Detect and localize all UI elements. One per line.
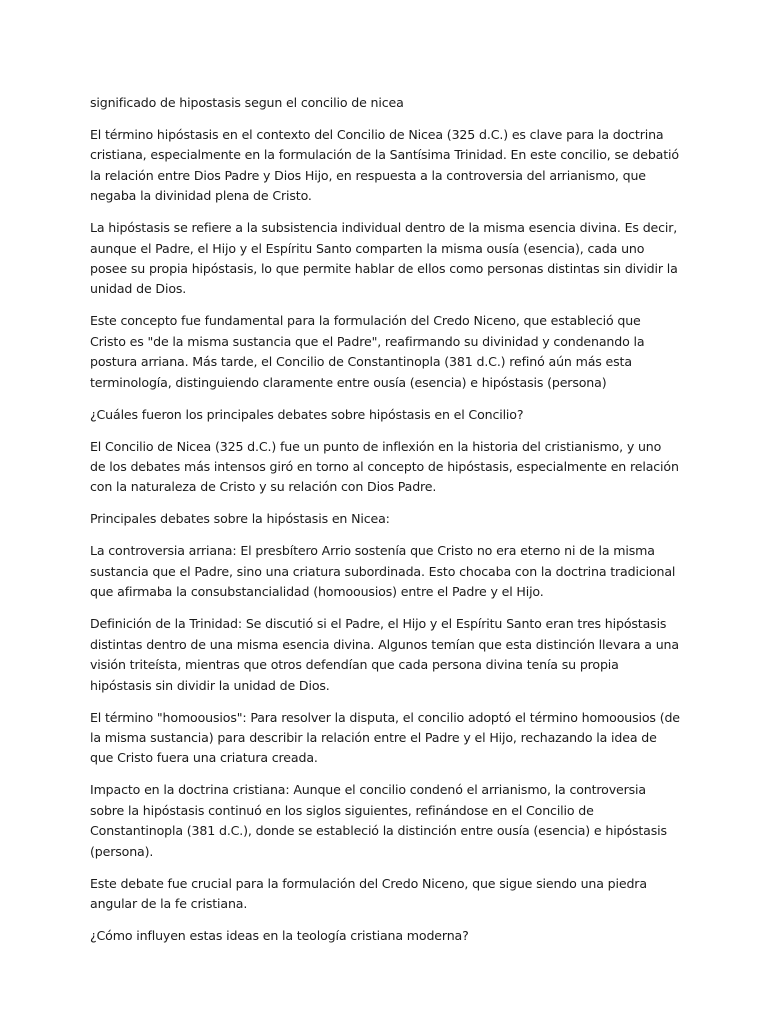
document-body	[90, 93, 680, 958]
heading-principales-debates: Principales debates sobre la hipóstasis en Nicea:	[90, 511, 390, 527]
question-debates: ¿Cuáles fueron los principales debates sobre hipóstasis en el Concilio?	[90, 406, 524, 422]
paragraph-controversia-arriana: La controversia arriana: El presbítero Arrio sostenía que Cristo no era eterno ni de la misma sustancia que el Padre, sino una criatura subordinada. Esto chocaba con la doctrina tradicional que afirmaba la consubstancialidad (homoousios) entre el Padre y el Hijo.	[90, 543, 676, 600]
paragraph-definicion-trinidad: Definición de la Trinidad: Se discutió si el Padre, el Hijo y el Espíritu Santo eran tres hipóstasis distintas dentro de una misma esencia divina. Algunos temían que esta distinción llevara a una visión triteísta, mientras que otros defendían que cada persona divina tenía su propia hipóstasis sin dividir la unidad de Dios.	[90, 616, 679, 693]
paragraph-credo-niceno: Este concepto fue fundamental para la formulación del Credo Niceno, que estableció que Cristo es "de la misma sustancia que el Padre", reafirmando su divinidad y condenando la postura arriana. Más tarde, el Concilio de Constantinopla (381 d.C.) refinó aún más esta terminología, distinguiendo claramente entre ousía (esencia) e hipóstasis (persona)	[90, 313, 645, 390]
paragraph-conclusion: Este debate fue crucial para la formulación del Credo Niceno, que sigue siendo una piedra angular de la fe cristiana.	[90, 875, 647, 911]
paragraph-concilio-nicea: El Concilio de Nicea (325 d.C.) fue un punto de inflexión en la historia del cristianismo, y uno de los debates más intensos giró en torno al concepto de hipóstasis, especialmente en relación con la naturaleza de Cristo y su relación con Dios Padre.	[90, 438, 679, 495]
paragraph-intro: El término hipóstasis en el contexto del Concilio de Nicea (325 d.C.) es clave para la doctrina cristiana, especialmente en la formulación de la Santísima Trinidad. En este concilio, se debatió la relación entre Dios Padre y Dios Hijo, en respuesta a la controversia del arrianismo, que negaba la divinidad plena de Cristo.	[90, 127, 679, 204]
question-teologia-moderna: ¿Cómo influyen estas ideas en la teología cristiana moderna?	[90, 927, 469, 943]
paragraph-hipostasis-definition: La hipóstasis se refiere a la subsistencia individual dentro de la misma esencia divina. Es decir, aunque el Padre, el Hijo y el Espíritu Santo comparten la misma ousía (esencia), cada uno posee su propia hipóstasis, lo que permite hablar de ellos como personas distintas sin dividir la unidad de Dios.	[90, 220, 678, 297]
paragraph-homoousios: El término "homoousios": Para resolver la disputa, el concilio adoptó el término homoousios (de la misma sustancia) para describir la relación entre el Padre y el Hijo, rechazando la idea de que Cristo fuera una criatura creada.	[90, 709, 680, 766]
document-title-line: significado de hipostasis segun el concilio de nicea	[90, 95, 404, 110]
paragraph-impacto-doctrina: Impacto en la doctrina cristiana: Aunque el concilio condenó el arrianismo, la controversia sobre la hipóstasis continuó en los siglos siguientes, refinándose en el Concilio de Constantinopla (381 d.C.), donde se estableció la distinción entre ousía (esencia) e hipóstasis (persona).	[90, 782, 667, 859]
